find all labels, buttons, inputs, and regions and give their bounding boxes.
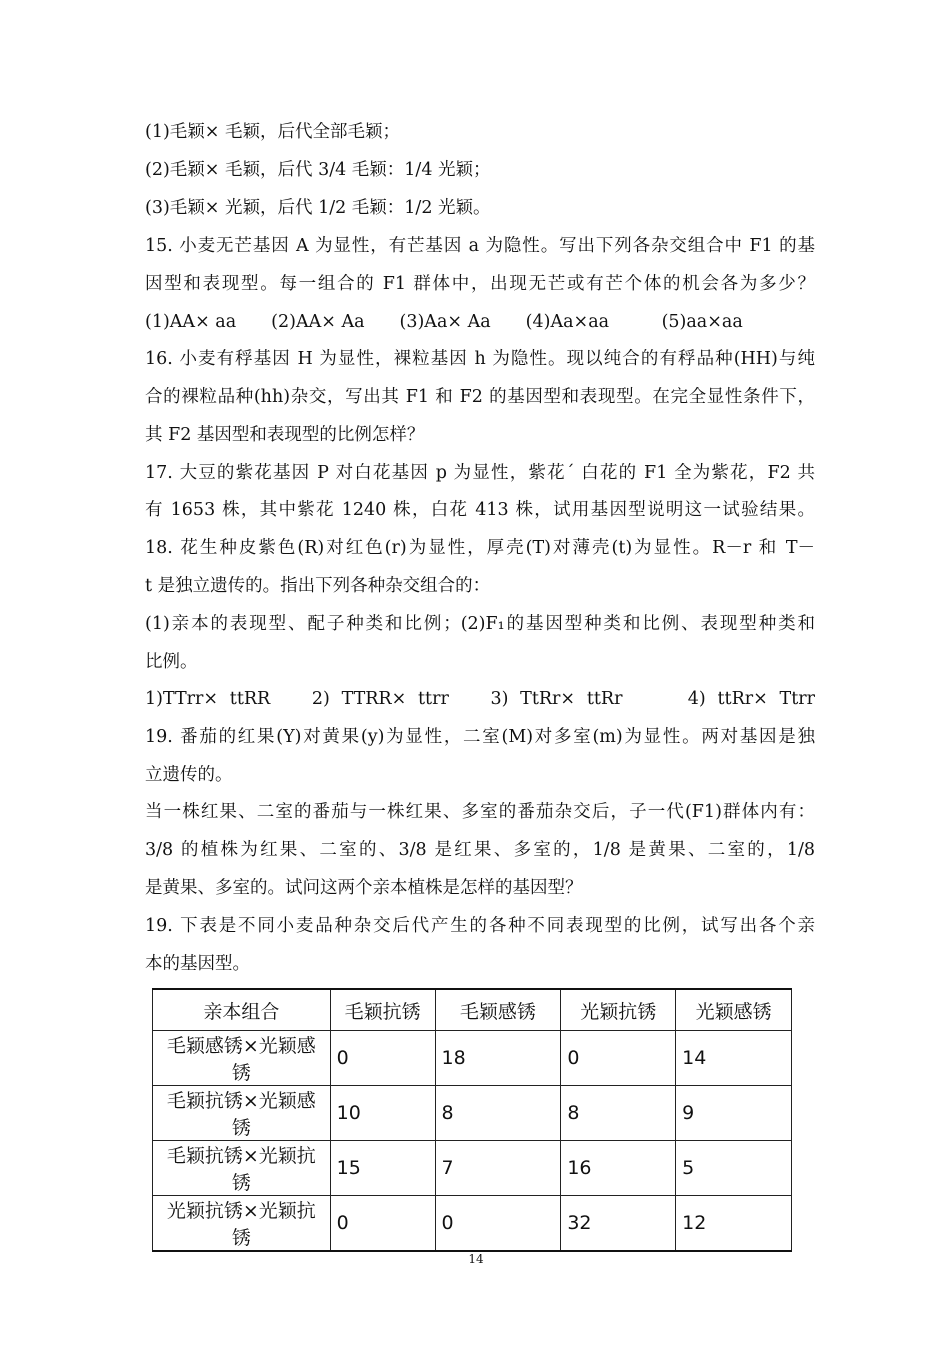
table-cell: 0 [330, 1031, 435, 1086]
table-cell: 毛颖抗锈×光颖感锈 [153, 1086, 331, 1141]
table-row [153, 1141, 792, 1196]
question-19b-line-2: 本的基因型。 [145, 954, 250, 974]
table-cell: 18 [435, 1031, 561, 1086]
table-cell: 0 [435, 1196, 561, 1252]
phenotype-ratio-table [152, 988, 792, 1252]
table-cell: 8 [561, 1086, 676, 1141]
table-cell: 10 [330, 1086, 435, 1141]
text-line: (1)毛颖× 毛颖，后代全部毛颖； [145, 122, 401, 142]
question-15-line-2: 因型和表现型。每一组合的 F1 群体中，出现无芒或有芒个体的机会各为多少？ [145, 274, 815, 294]
question-16-line-2: 合的裸粒品种(hh)杂交，写出其 F1 和 F2 的基因型和表现型。在完全显性条件下， [145, 387, 815, 407]
page-number: 14 [468, 1252, 484, 1266]
table-cell: 8 [435, 1086, 561, 1141]
question-19-line-4: 3/8 的植株为红果、二室的、3/8 是红果、多室的，1/8 是黄果、二室的，1/8 [145, 840, 815, 860]
question-19-line-1: 19. 番茄的红果(Y)对黄果(y)为显性，二室(M)对多室(m)为显性。两对基因是独 [145, 727, 815, 747]
question-18-line-3: (1)亲本的表现型、配子种类和比例；(2)F₁的基因型种类和比例、表现型种类和 [145, 614, 815, 634]
header-cell: 亲本组合 [153, 989, 331, 1031]
table-header-row [153, 989, 792, 1031]
text-line: (3)毛颖× 光颖，后代 1/2 毛颖：1/2 光颖。 [145, 198, 491, 218]
header-cell: 光颖抗锈 [561, 989, 676, 1031]
question-19b-line-1: 19. 下表是不同小麦品种杂交后代产生的各种不同表现型的比例，试写出各个亲 [145, 916, 815, 936]
question-16-line-3: 其 F2 基因型和表现型的比例怎样？ [145, 425, 425, 445]
table-cell: 14 [676, 1031, 792, 1086]
table-row [153, 1196, 792, 1252]
text-line: (2)毛颖× 毛颖，后代 3/4 毛颖：1/4 光颖； [145, 160, 491, 180]
question-15-line-1: 15. 小麦无芒基因 A 为显性，有芒基因 a 为隐性。写出下列各杂交组合中 F1 的基 [145, 236, 815, 256]
table-cell: 毛颖感锈×光颖感锈 [153, 1031, 331, 1086]
question-18-line-2: t 是独立遗传的。指出下列各种杂交组合的： [145, 576, 491, 596]
table-cell: 毛颖抗锈×光颖抗锈 [153, 1141, 331, 1196]
question-17-line-1: 17. 大豆的紫花基因 P 对白花基因 p 为显性，紫花´ 白花的 F1 全为紫花，F2 共 [145, 463, 815, 483]
table-cell: 15 [330, 1141, 435, 1196]
table-cell: 5 [676, 1141, 792, 1196]
question-16-line-1: 16. 小麦有稃基因 H 为显性，裸粒基因 h 为隐性。现以纯合的有稃品种(HH)与纯 [145, 349, 815, 369]
question-18-line-4: 比例。 [145, 652, 198, 672]
question-15-crosses: (1)AA× aa (2)AA× Aa (3)Aa× Aa (4)Aa×aa (5)aa×aa [145, 312, 743, 332]
table-cell: 16 [561, 1141, 676, 1196]
table-cell: 9 [676, 1086, 792, 1141]
table-cell: 0 [561, 1031, 676, 1086]
question-17-line-2: 有 1653 株，其中紫花 1240 株，白花 413 株，试用基因型说明这一试验结果。 [145, 500, 815, 520]
table-row [153, 1031, 792, 1086]
question-18-line-1: 18. 花生种皮紫色(R)对红色(r)为显性，厚壳(T)对薄壳(t)为显性。R－r 和 T－ [145, 538, 815, 558]
table-cell: 12 [676, 1196, 792, 1252]
table-row [153, 1086, 792, 1141]
question-19-line-3: 当一株红果、二室的番茄与一株红果、多室的番茄杂交后，子一代(F1)群体内有： [145, 802, 815, 822]
question-19-line-5: 是黄果、多室的。试问这两个亲本植株是怎样的基因型？ [145, 878, 583, 898]
table-cell: 光颖抗锈×光颖抗锈 [153, 1196, 331, 1252]
table-cell: 32 [561, 1196, 676, 1252]
table-cell: 7 [435, 1141, 561, 1196]
question-19-line-2: 立遗传的。 [145, 765, 233, 785]
header-cell: 毛颖感锈 [435, 989, 561, 1031]
question-18-crosses: 1)TTrr× ttRR 2) TTRR× ttrr 3) TtRr× ttRr 4) ttRr× Ttrr [145, 689, 815, 709]
table-cell: 0 [330, 1196, 435, 1252]
header-cell: 毛颖抗锈 [330, 989, 435, 1031]
header-cell: 光颖感锈 [676, 989, 792, 1031]
